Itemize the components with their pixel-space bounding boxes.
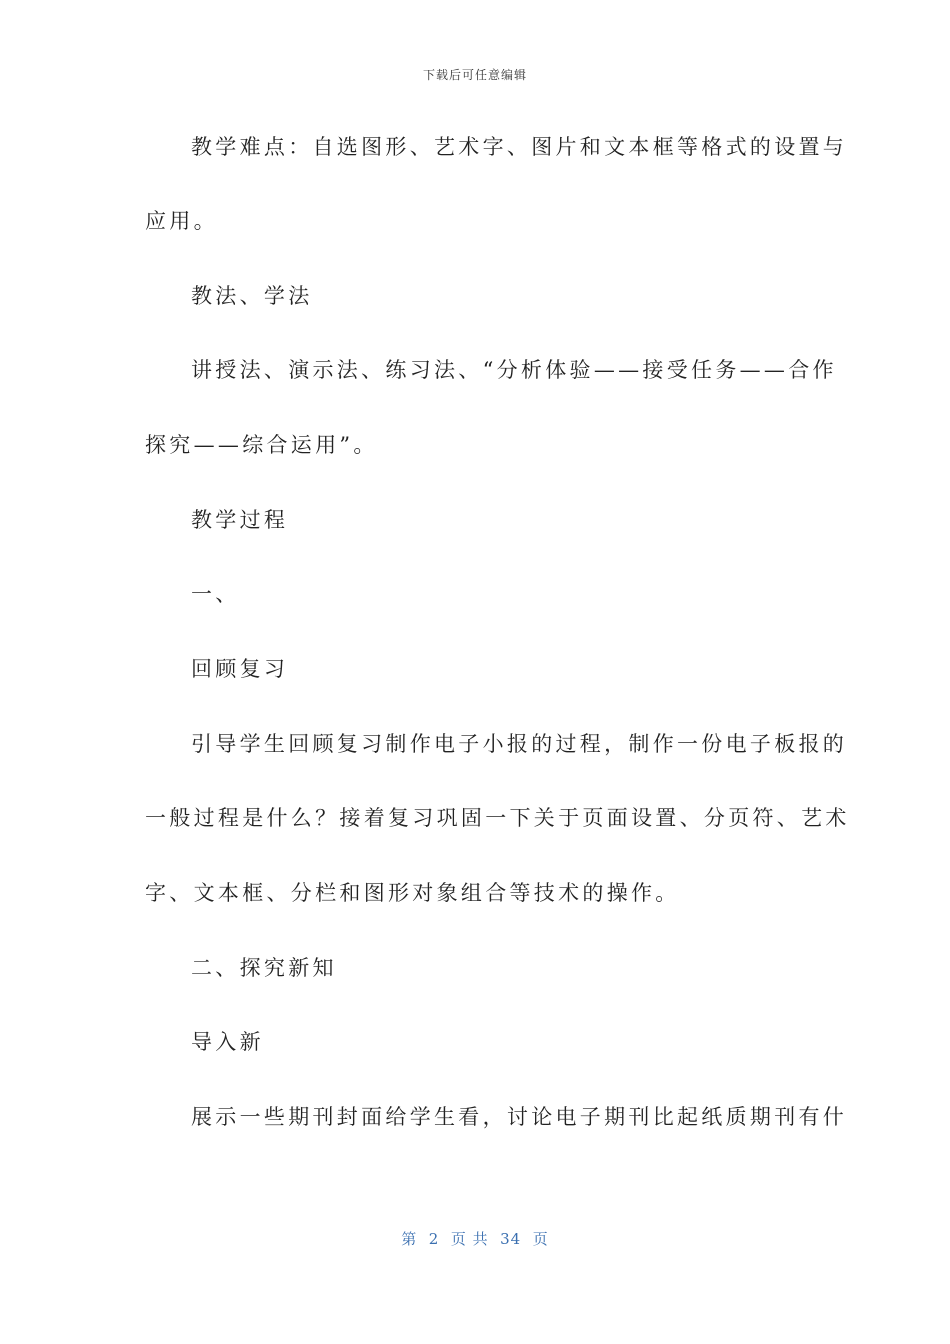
- paragraph-line: 教学难点：自选图形、艺术字、图片和文本框等格式的设置与: [191, 135, 848, 159]
- paragraph-line: 字、文本框、分栏和图形对象组合等技术的操作。: [145, 881, 680, 905]
- paragraph-line: 讲授法、演示法、练习法、“分析体验——接受任务——合作: [191, 358, 837, 382]
- section-heading: 导入新: [191, 1030, 264, 1054]
- paragraph-line: 应用。: [145, 209, 218, 233]
- page-header: 下载后可任意编辑: [422, 68, 527, 82]
- section-number: 一、: [191, 582, 240, 606]
- section-heading: 教法、学法: [191, 284, 313, 308]
- paragraph-line: 展示一些期刊封面给学生看，讨论电子期刊比起纸质期刊有什: [191, 1105, 848, 1129]
- paragraph-line: 一般过程是什么？接着复习巩固一下关于页面设置、分页符、艺术: [145, 806, 850, 830]
- section-heading: 回顾复习: [191, 657, 289, 681]
- section-heading: 二、探究新知: [191, 956, 337, 980]
- paragraph-line: 探究——综合运用”。: [145, 433, 378, 457]
- paragraph-line: 引导学生回顾复习制作电子小报的过程，制作一份电子板报的: [191, 732, 848, 756]
- page-number-footer: 第 2 页 共 34 页: [401, 1230, 549, 1248]
- section-heading: 教学过程: [191, 508, 289, 532]
